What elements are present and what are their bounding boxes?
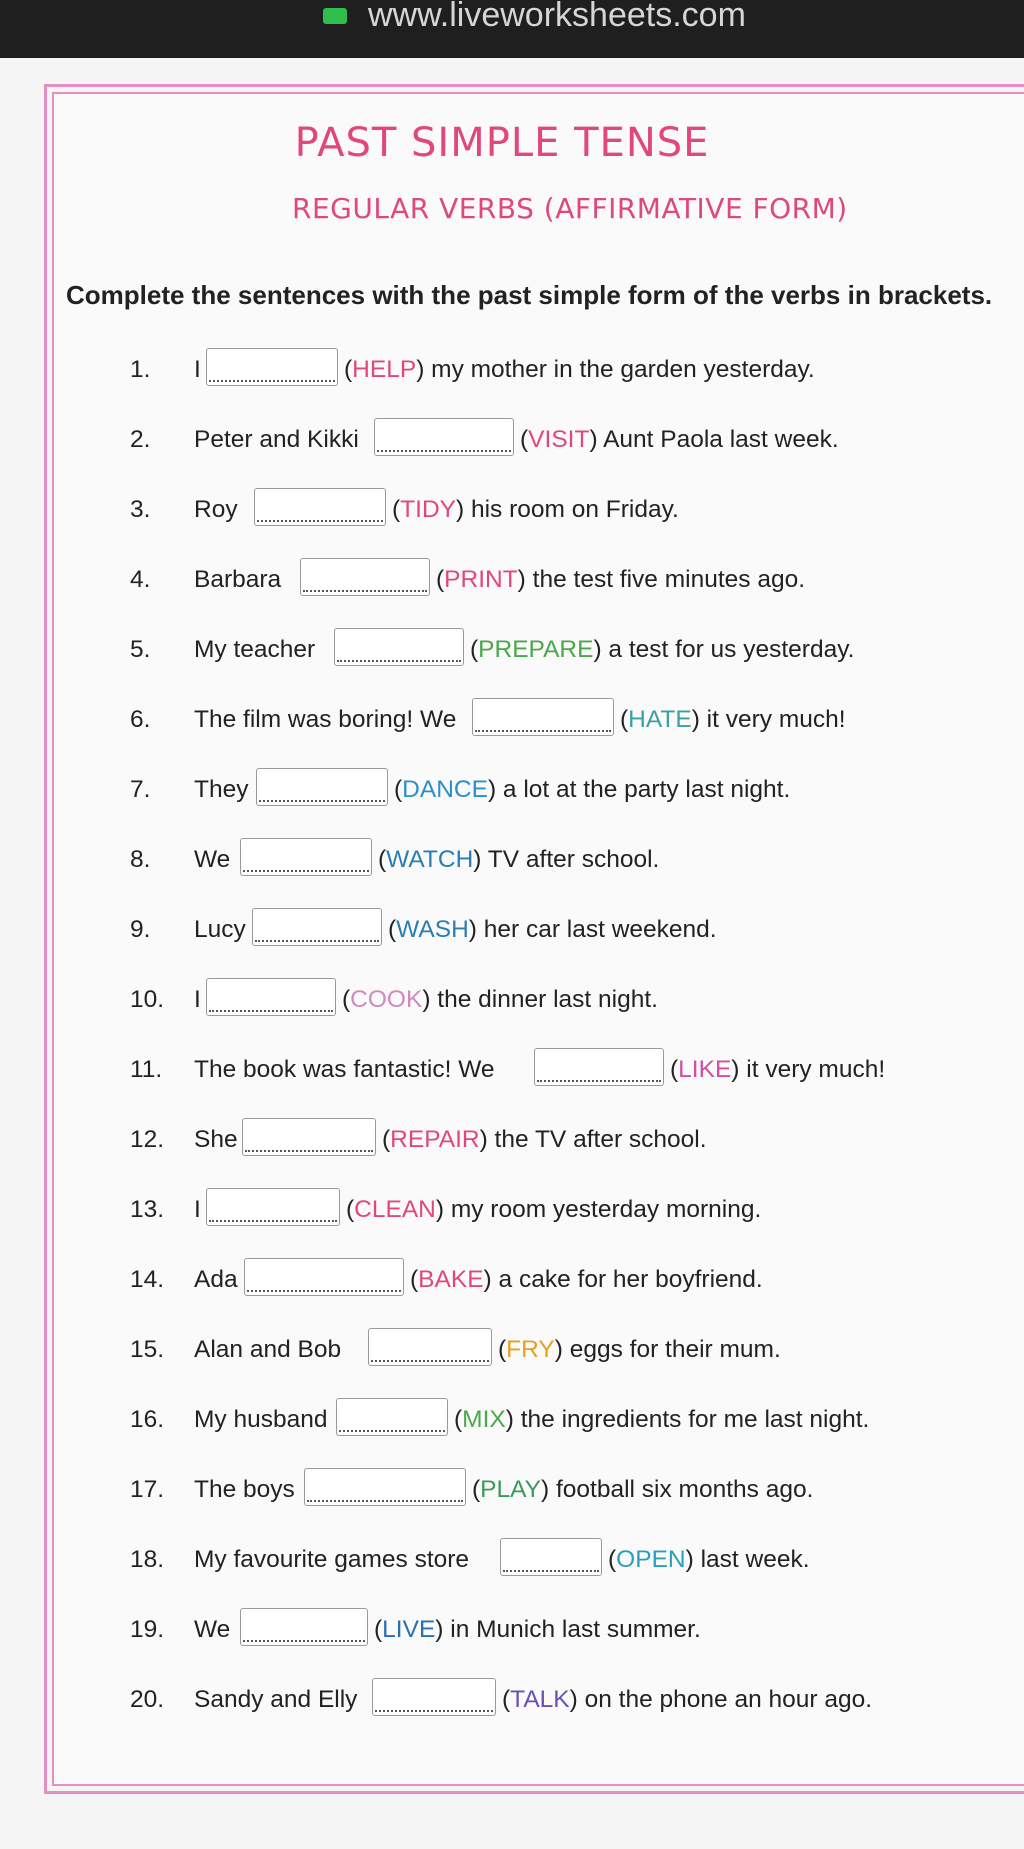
answer-input[interactable] — [336, 1398, 448, 1436]
verb-hint: HATE — [628, 706, 692, 733]
verb-hint: WASH — [396, 916, 469, 943]
answer-input[interactable] — [240, 1608, 368, 1646]
answer-input[interactable] — [374, 418, 514, 456]
paren-open: ( — [342, 986, 351, 1013]
answer-input[interactable] — [244, 1258, 404, 1296]
item-number: 7. — [130, 776, 151, 803]
sentence-end — [472, 1476, 813, 1504]
paren-close: ) — [479, 1126, 495, 1153]
verb-hint: LIVE — [382, 1616, 436, 1643]
paren-close: ) — [554, 1336, 570, 1363]
sentence-start: The boys — [194, 1476, 295, 1503]
paren-open: ( — [378, 846, 387, 873]
sentence-rest: it very much! — [746, 1056, 886, 1083]
paren-close: ) — [468, 916, 484, 943]
verb-hint: TALK — [510, 1686, 570, 1713]
exercise-item — [0, 1188, 1024, 1228]
sentence-end — [392, 496, 679, 524]
exercise-item — [0, 558, 1024, 598]
exercise-item — [0, 488, 1024, 528]
sentence-start: My husband — [194, 1406, 328, 1433]
paren-close: ) — [416, 356, 432, 383]
item-number: 18. — [130, 1546, 165, 1573]
sentence-rest: the ingredients for me last night. — [520, 1406, 870, 1433]
sentence-end — [498, 1336, 781, 1364]
item-number: 5. — [130, 636, 151, 663]
paren-open: ( — [388, 916, 397, 943]
sentence-end — [346, 1196, 761, 1224]
sentence-start: I — [194, 1196, 201, 1223]
sentence-start: They — [194, 776, 249, 803]
sentence-rest: the TV after school. — [494, 1126, 707, 1153]
browser-top-bar — [0, 0, 1024, 58]
exercise-item — [0, 698, 1024, 738]
paren-close: ) — [505, 1406, 521, 1433]
answer-input[interactable] — [304, 1468, 466, 1506]
sentence-end — [520, 426, 839, 454]
verb-hint: COOK — [350, 986, 423, 1013]
exercise-item — [0, 1538, 1024, 1578]
paren-open: ( — [470, 636, 479, 663]
answer-input[interactable] — [534, 1048, 664, 1086]
item-number: 6. — [130, 706, 151, 733]
paren-open: ( — [472, 1476, 481, 1503]
verb-hint: PRINT — [444, 566, 518, 593]
sentence-rest: eggs for their mum. — [569, 1336, 781, 1363]
item-number: 3. — [130, 496, 151, 523]
paren-close: ) — [593, 636, 609, 663]
paren-open: ( — [498, 1336, 507, 1363]
answer-input[interactable] — [242, 1118, 376, 1156]
exercise-item — [0, 628, 1024, 668]
sentence-start: The film was boring! We — [194, 706, 457, 733]
item-number: 9. — [130, 916, 151, 943]
sentence-rest: Aunt Paola last week. — [603, 426, 839, 453]
sentence-end — [388, 916, 717, 944]
verb-hint: PREPARE — [478, 636, 594, 663]
sentence-start: We — [194, 846, 231, 873]
verb-hint: REPAIR — [390, 1126, 480, 1153]
exercise-item — [0, 418, 1024, 458]
paren-open: ( — [436, 566, 445, 593]
sentence-rest: a cake for her boyfriend. — [498, 1266, 763, 1293]
sentence-start: She — [194, 1126, 238, 1153]
item-number: 10. — [130, 986, 165, 1013]
paren-close: ) — [541, 1476, 556, 1503]
sentence-start: I — [194, 986, 201, 1013]
answer-input[interactable] — [240, 838, 372, 876]
sentence-end — [378, 846, 659, 874]
exercise-item — [0, 978, 1024, 1018]
item-number: 17. — [130, 1476, 165, 1503]
sentence-start: Peter and Kikki — [194, 426, 359, 453]
answer-input[interactable] — [206, 1188, 340, 1226]
sentence-rest: football six months ago. — [555, 1476, 814, 1503]
answer-input[interactable] — [472, 698, 614, 736]
answer-input[interactable] — [254, 488, 386, 526]
sentence-end — [502, 1686, 872, 1714]
verb-hint: TIDY — [400, 496, 456, 523]
paren-close: ) — [569, 1686, 585, 1713]
instructions: Complete the sentences with the past simple form of the verbs in brackets. — [66, 280, 993, 310]
exercise-item — [0, 1608, 1024, 1648]
sentence-end — [342, 986, 658, 1014]
paren-close: ) — [435, 1196, 451, 1223]
sentence-start: Ada — [194, 1266, 238, 1293]
sentence-rest: on the phone an hour ago. — [584, 1686, 873, 1713]
sentence-start: The book was fantastic! We — [194, 1056, 495, 1083]
verb-hint: VISIT — [528, 426, 590, 453]
sentence-end — [374, 1616, 701, 1644]
page-subtitle: REGULAR VERBS (AFFIRMATIVE FORM) — [292, 192, 848, 225]
verb-hint: CLEAN — [354, 1196, 436, 1223]
sentence-start: My teacher — [194, 636, 316, 663]
exercise-item — [0, 348, 1024, 388]
paren-close: ) — [455, 496, 471, 523]
exercise-item — [0, 1258, 1024, 1298]
sentence-rest: her car last weekend. — [483, 916, 717, 943]
sentence-rest: a lot at the party last night. — [502, 776, 791, 803]
sentence-start: We — [194, 1616, 231, 1643]
answer-input[interactable] — [252, 908, 382, 946]
exercise-item — [0, 838, 1024, 878]
sentence-rest: my mother in the garden yesterday. — [431, 356, 815, 383]
paren-open: ( — [344, 356, 353, 383]
sentence-rest: my room yesterday morning. — [450, 1196, 762, 1223]
page-title — [0, 120, 1024, 166]
item-number: 4. — [130, 566, 151, 593]
paren-close: ) — [517, 566, 533, 593]
paren-close: ) — [473, 846, 488, 873]
item-number: 19. — [130, 1616, 165, 1643]
paren-close: ) — [731, 1056, 747, 1083]
sentence-start: Sandy and Elly — [194, 1686, 358, 1713]
item-number: 13. — [130, 1196, 165, 1223]
sentence-end — [394, 776, 790, 804]
answer-input[interactable] — [206, 978, 336, 1016]
sentence-rest: in Munich last summer. — [450, 1616, 701, 1643]
sentence-start: Barbara — [194, 566, 282, 593]
item-number: 20. — [130, 1686, 165, 1713]
url-text[interactable]: www.liveworksheets.com — [368, 0, 746, 34]
paren-close: ) — [422, 986, 438, 1013]
sentence-end — [670, 1056, 885, 1084]
paren-open: ( — [454, 1406, 463, 1433]
paren-close: ) — [487, 776, 503, 803]
verb-hint: OPEN — [616, 1546, 686, 1573]
paren-open: ( — [520, 426, 529, 453]
paren-close: ) — [691, 706, 707, 733]
item-number: 11. — [130, 1056, 163, 1083]
paren-open: ( — [410, 1266, 419, 1293]
exercise-item — [0, 1048, 1024, 1088]
paren-open: ( — [392, 496, 401, 523]
sentence-end — [410, 1266, 763, 1294]
sentence-start: My favourite games store — [194, 1546, 470, 1573]
sentence-end — [608, 1546, 810, 1574]
paren-close: ) — [483, 1266, 499, 1293]
item-number: 1. — [130, 356, 151, 383]
paren-open: ( — [394, 776, 403, 803]
page-title-text: PAST SIMPLE TENSE — [294, 120, 710, 166]
item-number: 2. — [130, 426, 151, 453]
sentence-rest: last week. — [700, 1546, 810, 1573]
exercise-item — [0, 1118, 1024, 1158]
sentence-start: Roy — [194, 496, 238, 523]
answer-input[interactable] — [368, 1328, 492, 1366]
sentence-start: Lucy — [194, 916, 246, 943]
sentence-end — [382, 1126, 707, 1154]
paren-open: ( — [502, 1686, 511, 1713]
paren-open: ( — [670, 1056, 679, 1083]
verb-hint: MIX — [462, 1406, 506, 1433]
sentence-start: I — [194, 356, 201, 383]
sentence-rest: the dinner last night. — [437, 986, 658, 1013]
exercise-item — [0, 1678, 1024, 1718]
paren-close: ) — [685, 1546, 701, 1573]
verb-hint: HELP — [352, 356, 417, 383]
sentence-rest: a test for us yesterday. — [608, 636, 855, 663]
sentence-start: Alan and Bob — [194, 1336, 342, 1363]
item-number: 12. — [130, 1126, 165, 1153]
paren-close: ) — [589, 426, 604, 453]
answer-input[interactable] — [206, 348, 338, 386]
verb-hint: BAKE — [418, 1266, 484, 1293]
sentence-rest: his room on Friday. — [470, 496, 679, 523]
verb-hint: FRY — [506, 1336, 555, 1363]
paren-open: ( — [608, 1546, 617, 1573]
answer-input[interactable] — [256, 768, 388, 806]
answer-input[interactable] — [300, 558, 430, 596]
sentence-end — [620, 706, 846, 734]
sentence-rest: TV after school. — [487, 846, 660, 873]
item-number: 8. — [130, 846, 151, 873]
sentence-end — [454, 1406, 869, 1434]
lock-icon — [320, 2, 350, 24]
answer-input[interactable] — [334, 628, 464, 666]
verb-hint: LIKE — [678, 1056, 732, 1083]
exercise-item — [0, 908, 1024, 948]
sentence-end — [470, 636, 854, 664]
verb-hint: DANCE — [402, 776, 488, 803]
verb-hint: PLAY — [480, 1476, 542, 1503]
answer-input[interactable] — [372, 1678, 496, 1716]
paren-close: ) — [435, 1616, 451, 1643]
item-number: 14. — [130, 1266, 165, 1293]
paren-open: ( — [346, 1196, 355, 1223]
sentence-end — [436, 566, 805, 594]
verb-hint: WATCH — [386, 846, 474, 873]
item-number: 15. — [130, 1336, 165, 1363]
exercise-item — [0, 1468, 1024, 1508]
item-number: 16. — [130, 1406, 165, 1433]
sentence-rest: the test five minutes ago. — [532, 566, 806, 593]
exercise-item — [0, 1328, 1024, 1368]
answer-input[interactable] — [500, 1538, 602, 1576]
sentence-end — [344, 356, 815, 384]
paren-open: ( — [374, 1616, 383, 1643]
paren-open: ( — [382, 1126, 391, 1153]
sentence-rest: it very much! — [706, 706, 846, 733]
exercise-item — [0, 768, 1024, 808]
exercise-item — [0, 1398, 1024, 1438]
paren-open: ( — [620, 706, 629, 733]
